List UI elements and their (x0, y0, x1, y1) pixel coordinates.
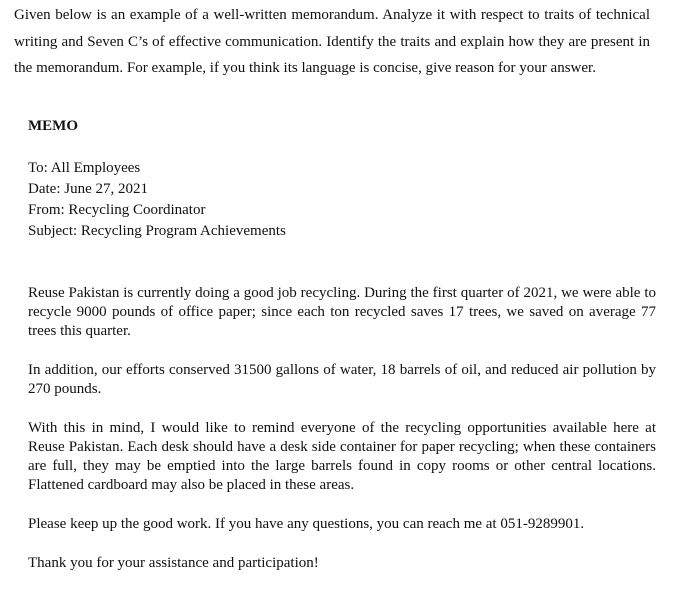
memo-paragraph: Please keep up the good work. If you have any questions, you can reach me at 051-9289901. (28, 516, 585, 532)
memo-header (28, 158, 656, 242)
memo-title: MEMO (28, 118, 78, 134)
memo-to: To: All Employees (28, 160, 141, 176)
memo-paragraph: With this in mind, I would like to remind everyone of the recycling opportunities available here at Reuse Pakistan. Each desk should have a desk side container for paper recycling; when these containers are full, they may be emptied into the large barrels found in copy rooms or other central locations. Flattened cardboard may also be placed in these areas. (28, 420, 656, 493)
memo-subject: Subject: Recycling Program Achievements (28, 223, 286, 239)
memo-from: From: Recycling Coordinator (28, 202, 206, 218)
memo-paragraph: In addition, our efforts conserved 31500 gallons of water, 18 barrels of oil, and reduced air pollution by 270 pounds. (28, 362, 656, 397)
assignment-prompt: Given below is an example of a well-written memorandum. Analyze it with respect to traits of technical writing and Seven C’s of effective communication. Identify the traits and explain how they are present in the memorandum. For example, if you think its language is concise, give reason for your answer. (14, 7, 650, 76)
memo-paragraph: Reuse Pakistan is currently doing a good job recycling. During the first quarter of 2021, we were able to recycle 9000 pounds of office paper; since each ton recycled saves 17 trees, we saved on average 77 trees this quarter. (28, 285, 656, 339)
memorandum (28, 116, 656, 593)
memo-closing: Thank you for your assistance and participation! (28, 555, 319, 571)
memo-date: Date: June 27, 2021 (28, 181, 148, 197)
